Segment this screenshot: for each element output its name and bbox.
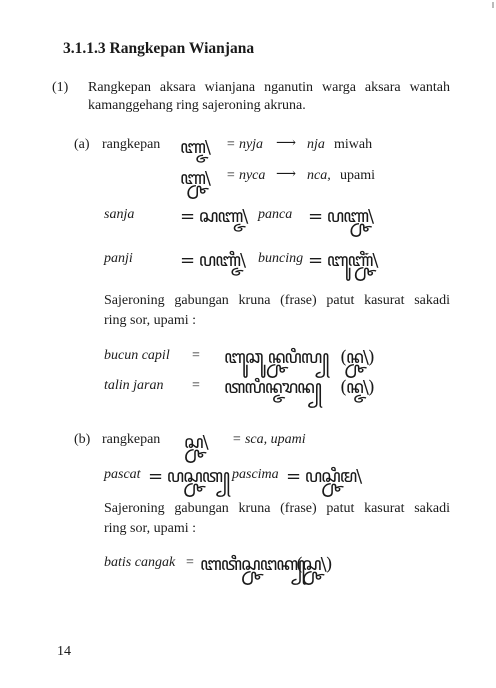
subitem-b-word: rangkepan xyxy=(102,432,161,447)
subitem-b-label: (b) xyxy=(74,432,91,447)
example-cluster: (ꦤ꧀ꦕ\) xyxy=(340,347,374,368)
example-script: = ꦧꦸꦚ꧀ꦕꦶꦁ\ xyxy=(308,250,378,271)
example-word: pascima xyxy=(232,467,279,482)
result-text: nja xyxy=(307,137,325,152)
example-script: = ꦥꦚ꧀ꦕ\ xyxy=(308,206,374,227)
example-script: = ꦥꦱ꧀ꦕꦠ꧀ xyxy=(148,466,230,487)
balinese-script: ꦱ꧀ꦕ\ xyxy=(184,432,208,453)
connector-text: miwah xyxy=(334,137,373,152)
transliteration: = sca, upami xyxy=(232,432,306,447)
item-line-1: Rangkepan aksara wianjana nganutin warga aksara wantah xyxy=(88,80,450,95)
transliteration: = nyja xyxy=(226,137,264,152)
example-label: talin jaran xyxy=(104,378,164,393)
paragraph-line: ring sor, upami : xyxy=(104,521,196,536)
item-number: (1) xyxy=(52,80,69,95)
subitem-a-label: (a) xyxy=(74,137,90,152)
example-word: sanja xyxy=(104,207,135,222)
transliteration: = nyca xyxy=(226,168,266,183)
arrow-icon: ⟶ xyxy=(276,167,297,182)
example-script: = ꦥꦱ꧀ꦕꦶꦩ\ xyxy=(286,466,362,487)
equals-sign: = xyxy=(186,555,194,570)
example-word: buncing xyxy=(258,251,304,266)
example-script: ꦠꦭꦶꦤ꧀ꦗꦫꦤ꧀ xyxy=(224,377,321,398)
connector-text: upami xyxy=(340,168,375,183)
section-heading: 3.1.1.3 Rangkepan Wianjana xyxy=(63,40,255,57)
equals-sign: = xyxy=(192,378,200,393)
item-line-2: kamanggehang ring sajeroning akruna. xyxy=(88,98,306,113)
paragraph-line: Sajeroning gabungan kruna (frase) patut kasurat sakadi xyxy=(104,293,450,308)
example-script: ꦧꦸꦕꦸꦤ꧀ꦕꦥꦶꦭ꧀ xyxy=(224,347,329,368)
example-word: panji xyxy=(104,251,133,266)
example-word: panca xyxy=(258,207,293,222)
example-script: = ꦱꦚ꧀ꦗ\ xyxy=(180,206,248,227)
balinese-script: ꦚ꧀ꦗ\ xyxy=(180,137,210,158)
arrow-icon: ⟶ xyxy=(276,136,297,151)
example-cluster: (ꦤ꧀ꦗ\) xyxy=(340,377,374,398)
balinese-script: ꦚ꧀ꦕ\ xyxy=(180,168,210,189)
page-number: 14 xyxy=(57,644,71,659)
result-text: nca, xyxy=(307,168,331,183)
example-script: ꦧꦠꦶꦱ꧀ꦕꦔꦏ꧀ xyxy=(200,554,305,575)
subitem-a-word: rangkepan xyxy=(102,137,161,152)
scan-edge-mark xyxy=(492,2,494,8)
paragraph-line: ring sor, upami : xyxy=(104,313,196,328)
equals-sign: = xyxy=(192,348,200,363)
example-script: = ꦥꦚ꧀ꦗꦶ\ xyxy=(180,250,246,271)
paragraph-line: Sajeroning gabungan kruna (frase) patut kasurat sakadi xyxy=(104,501,450,516)
example-label: batis cangak xyxy=(104,555,176,570)
example-word: pascat xyxy=(104,467,141,482)
example-cluster: (ꦱ꧀ꦕ\) xyxy=(296,554,332,575)
example-label: bucun capil xyxy=(104,348,170,363)
